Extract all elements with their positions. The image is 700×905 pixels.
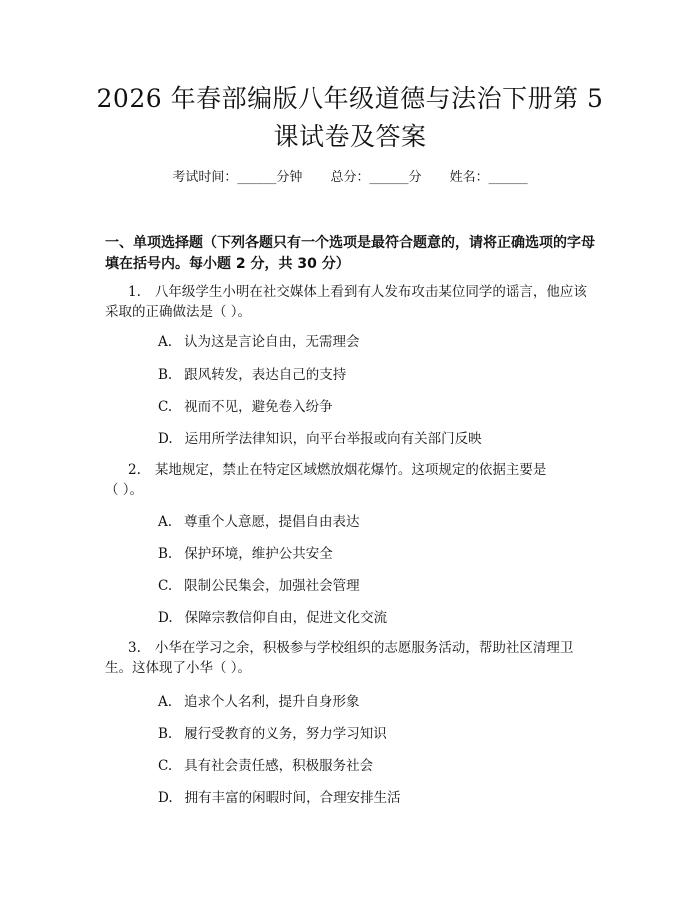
section-heading-line-2: 填在括号内。每小题 2 分，共 30 分） (105, 256, 350, 272)
question-3-option-c (158, 756, 373, 776)
option-text: 认为这是言论自由，无需理会 (184, 334, 360, 350)
option-text: 视而不见，避免卷入纷争 (184, 399, 333, 415)
exam-time-field: 考试时间：______分钟 (172, 170, 303, 185)
option-letter: C. (158, 578, 173, 594)
question-1-option-b (158, 365, 346, 385)
question-3-text-line-1: 小华在学习之余，积极参与学校组织的志愿服务活动，帮助社区清理卫 (154, 640, 574, 656)
question-1-option-d (158, 429, 482, 449)
page-title-line-2: 课试卷及答案 (273, 122, 427, 151)
option-letter: D. (158, 790, 173, 806)
exam-info-bar (0, 168, 700, 188)
question-1-option-c (158, 397, 333, 417)
option-text: 保障宗教信仰自由，促进文化交流 (184, 610, 388, 626)
option-text: 限制公民集会，加强社会管理 (184, 578, 360, 594)
option-text: 运用所学法律知识，向平台举报或向有关部门反映 (184, 431, 482, 447)
option-letter: A. (158, 334, 173, 350)
question-3-stem (128, 638, 573, 658)
option-text: 跟风转发，表达自己的支持 (184, 367, 347, 383)
option-letter: B. (158, 546, 173, 562)
question-1-stem (128, 282, 587, 302)
question-2-option-b (158, 544, 333, 564)
option-letter: D. (158, 431, 173, 447)
question-3-option-b (158, 724, 387, 744)
option-letter: A. (158, 694, 173, 710)
question-2-option-d (158, 608, 387, 628)
total-score-field: 总分：______分 (330, 170, 422, 185)
option-text: 具有社会责任感，积极服务社会 (184, 758, 374, 774)
option-letter: A. (158, 514, 173, 530)
option-letter: B. (158, 726, 173, 742)
question-3-option-d (158, 788, 401, 808)
question-1-text-line-1: 八年级学生小明在社交媒体上看到有人发布攻击某位同学的谣言，他应该 (154, 284, 587, 300)
question-3-option-a (158, 692, 360, 712)
question-2-number: 2. (128, 462, 141, 478)
option-text: 保护环境，维护公共安全 (184, 546, 333, 562)
option-text: 履行受教育的义务，努力学习知识 (184, 726, 387, 742)
option-letter: C. (158, 758, 173, 774)
question-3-text-line-2: 生。这体现了小华（ ）。 (105, 660, 252, 676)
question-1-option-a (158, 332, 360, 352)
question-2-option-c (158, 576, 360, 596)
option-letter: C. (158, 399, 173, 415)
student-name-field: 姓名：______ (449, 170, 528, 185)
question-2-option-a (158, 512, 360, 532)
option-text: 拥有丰富的闲暇时间，合理安排生活 (184, 790, 401, 806)
page-title-line-1: 2026 年春部编版八年级道德与法治下册第 5 (96, 84, 604, 113)
question-2-text-line-2: （ ）。 (105, 482, 144, 498)
question-2-text-line-1: 某地规定，禁止在特定区域燃放烟花爆竹。这项规定的依据主要是 (154, 462, 547, 478)
question-3-number: 3. (128, 640, 141, 656)
option-text: 尊重个人意愿，提倡自由表达 (184, 514, 360, 530)
option-letter: B. (158, 367, 173, 383)
question-1-text-line-2: 采取的正确做法是（ ）。 (105, 304, 252, 320)
option-text: 追求个人名利，提升自身形象 (184, 694, 360, 710)
question-2-stem (128, 460, 546, 480)
option-letter: D. (158, 610, 173, 626)
section-heading-line-1: 一、单项选择题（下列各题只有一个选项是最符合题意的，请将正确选项的字母 (105, 235, 595, 251)
question-1-number: 1. (128, 284, 141, 300)
